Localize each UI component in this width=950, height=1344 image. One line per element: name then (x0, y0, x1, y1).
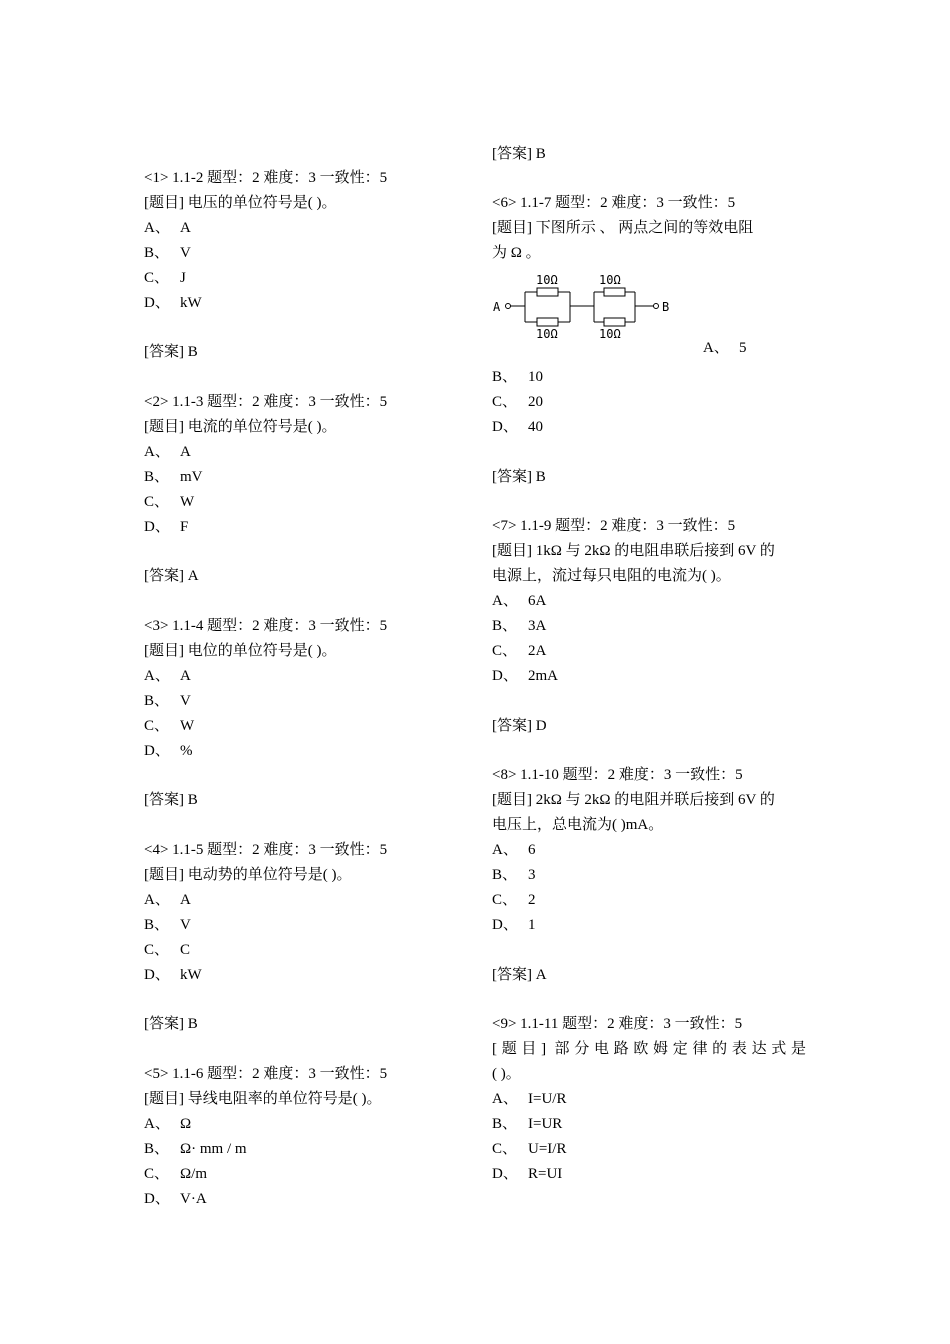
question-header: <3> 1.1-4 题型：2 难度：3 一致性：5 (144, 618, 388, 634)
option-d (492, 417, 543, 437)
option-text: 40 (528, 419, 543, 435)
option-text: 3A (528, 618, 547, 634)
resistor-label: 10Ω (536, 327, 558, 341)
option-b (492, 1114, 562, 1134)
option-letter: A、 (492, 842, 518, 858)
option-d (144, 517, 188, 537)
circuit-diagram (492, 270, 672, 342)
option-text: R=UI (528, 1166, 563, 1182)
option-d (492, 915, 536, 935)
option-letter: D、 (144, 519, 170, 535)
option-text: C (180, 942, 191, 958)
answer-line: [答案] B (144, 792, 198, 808)
option-text: mV (180, 469, 203, 485)
question-stem-line2: 电压上，总电流为( )mA。 (492, 817, 664, 833)
option-b (144, 1139, 247, 1159)
resistor-r3 (537, 318, 558, 326)
option-letter: A、 (144, 444, 170, 460)
option-text: 2 (528, 892, 536, 908)
option-letter: B、 (144, 1141, 170, 1157)
option-text: V·A (180, 1191, 207, 1207)
option-d (492, 666, 558, 686)
question-stem-line2: 为 Ω 。 (492, 245, 541, 261)
option-letter: A、 (703, 340, 729, 356)
question-stem: [题目] 电动势的单位符号是( )。 (144, 867, 352, 883)
answer-line: [答案] A (144, 568, 199, 584)
option-a (144, 666, 191, 686)
option-letter: C、 (492, 1141, 518, 1157)
option-text: 20 (528, 394, 543, 410)
question-stem-line1 (492, 1039, 806, 1059)
question-stem-line1: [题目] 1kΩ 与 2kΩ 的电阻串联后接到 6V 的 (492, 543, 775, 559)
option-a (144, 1114, 191, 1134)
option-text: kW (180, 967, 202, 983)
option-b (144, 243, 191, 263)
question-header: <5> 1.1-6 题型：2 难度：3 一致性：5 (144, 1066, 388, 1082)
resistor-r2 (604, 288, 625, 296)
option-text: % (180, 743, 193, 759)
option-text: I=UR (528, 1116, 563, 1132)
option-text: U=I/R (528, 1141, 567, 1157)
option-text: I=U/R (528, 1091, 567, 1107)
option-letter: A、 (144, 668, 170, 684)
option-letter: A、 (492, 593, 518, 609)
option-text: Ω· mm / m (180, 1141, 247, 1157)
question-header: <7> 1.1-9 题型：2 难度：3 一致性：5 (492, 518, 736, 534)
option-text: 1 (528, 917, 536, 933)
option-c (144, 940, 190, 960)
option-c (492, 890, 536, 910)
answer-line: [答案] A (492, 967, 547, 983)
option-text: W (180, 718, 195, 734)
node-b-terminal (654, 304, 659, 309)
question-stem: [题目] 电流的单位符号是( )。 (144, 419, 337, 435)
option-c (144, 716, 194, 736)
option-a (144, 442, 191, 462)
answer-line: [答案] B (144, 1016, 198, 1032)
option-letter: D、 (492, 419, 518, 435)
option-letter: B、 (144, 245, 170, 261)
answer-line: [答案] B (144, 344, 198, 360)
option-letter: A、 (144, 892, 170, 908)
option-d (144, 293, 202, 313)
answer-line: [答案] B (492, 469, 546, 485)
option-text: A (180, 220, 191, 236)
option-letter: C、 (492, 643, 518, 659)
option-text: J (180, 270, 186, 286)
node-a-label: A (493, 300, 501, 314)
question-header: <6> 1.1-7 题型：2 难度：3 一致性：5 (492, 195, 736, 211)
option-text: V (180, 245, 191, 261)
option-a (144, 890, 191, 910)
option-letter: D、 (144, 743, 170, 759)
option-a (144, 218, 191, 238)
option-c (492, 641, 546, 661)
option-text: A (180, 444, 191, 460)
option-text: W (180, 494, 195, 510)
option-letter: D、 (144, 295, 170, 311)
option-text: 3 (528, 867, 536, 883)
option-text: V (180, 693, 191, 709)
resistor-label: 10Ω (599, 273, 621, 287)
option-letter: C、 (144, 270, 170, 286)
option-a (492, 591, 546, 611)
question-stem: [题目] 电压的单位符号是( )。 (144, 195, 337, 211)
option-letter: C、 (492, 892, 518, 908)
option-text: F (180, 519, 189, 535)
question-header: <9> 1.1-11 题型：2 难度：3 一致性：5 (492, 1016, 743, 1032)
option-b (492, 616, 546, 636)
option-letter: B、 (492, 867, 518, 883)
option-text: A (180, 892, 191, 908)
option-letter: A、 (492, 1091, 518, 1107)
option-c (144, 268, 186, 288)
option-text: A (180, 668, 191, 684)
question-stem: [题目] 导线电阻率的单位符号是( )。 (144, 1091, 382, 1107)
option-letter: B、 (144, 917, 170, 933)
option-c (144, 492, 194, 512)
option-letter: D、 (144, 967, 170, 983)
option-b (144, 915, 191, 935)
option-d (144, 741, 193, 761)
option-letter: B、 (144, 693, 170, 709)
option-text: 10 (528, 369, 543, 385)
resistor-r1 (537, 288, 558, 296)
option-a (492, 840, 536, 860)
option-b (144, 691, 191, 711)
question-stem: [题目] 电位的单位符号是( )。 (144, 643, 337, 659)
option-letter: B、 (492, 618, 518, 634)
option-c (492, 1139, 566, 1159)
option-letter: C、 (144, 718, 170, 734)
question-header: <4> 1.1-5 题型：2 难度：3 一致性：5 (144, 842, 388, 858)
option-d (144, 965, 202, 985)
resistor-label: 10Ω (536, 273, 558, 287)
resistor-r4 (604, 318, 625, 326)
answer-line: [答案] D (492, 718, 547, 734)
option-letter: C、 (492, 394, 518, 410)
option-letter: A、 (144, 220, 170, 236)
question-header: <1> 1.1-2 题型：2 难度：3 一致性：5 (144, 170, 388, 186)
option-b (492, 865, 536, 885)
question-stem-text: [题目] 部分电路欧姆定律的表达式是 (492, 1041, 806, 1057)
option-text: 6A (528, 593, 547, 609)
option-letter: A、 (144, 1116, 170, 1132)
option-a (703, 338, 747, 358)
option-letter: B、 (492, 1116, 518, 1132)
question-stem-line2: 电源上，流过每只电阻的电流为( )。 (492, 568, 731, 584)
node-a-terminal (506, 304, 511, 309)
option-text: Ω (180, 1116, 192, 1132)
question-stem-line2: ( )。 (492, 1066, 521, 1082)
option-d (492, 1164, 562, 1184)
option-a (492, 1089, 566, 1109)
option-text: 6 (528, 842, 536, 858)
question-stem-line1: [题目] 2kΩ 与 2kΩ 的电阻并联后接到 6V 的 (492, 792, 775, 808)
option-text: kW (180, 295, 202, 311)
option-letter: D、 (492, 1166, 518, 1182)
question-header: <8> 1.1-10 题型：2 难度：3 一致性：5 (492, 767, 743, 783)
resistor-label: 10Ω (599, 327, 621, 341)
option-text: 2A (528, 643, 547, 659)
node-b-label: B (662, 300, 670, 314)
option-c (492, 392, 543, 412)
option-letter: C、 (144, 942, 170, 958)
option-letter: D、 (144, 1191, 170, 1207)
option-letter: B、 (144, 469, 170, 485)
answer-line: [答案] B (492, 146, 546, 162)
option-letter: C、 (144, 494, 170, 510)
option-b (144, 467, 203, 487)
question-stem-line1: [题目] 下图所示 、 两点之间的等效电阻 (492, 220, 754, 236)
option-letter: C、 (144, 1166, 170, 1182)
question-header: <2> 1.1-3 题型：2 难度：3 一致性：5 (144, 394, 388, 410)
option-text: 5 (739, 340, 747, 356)
option-letter: D、 (492, 917, 518, 933)
option-c (144, 1164, 207, 1184)
option-d (144, 1189, 207, 1209)
option-text: Ω/m (180, 1166, 207, 1182)
option-letter: B、 (492, 369, 518, 385)
option-letter: D、 (492, 668, 518, 684)
option-b (492, 367, 543, 387)
option-text: V (180, 917, 191, 933)
option-text: 2mA (528, 668, 558, 684)
